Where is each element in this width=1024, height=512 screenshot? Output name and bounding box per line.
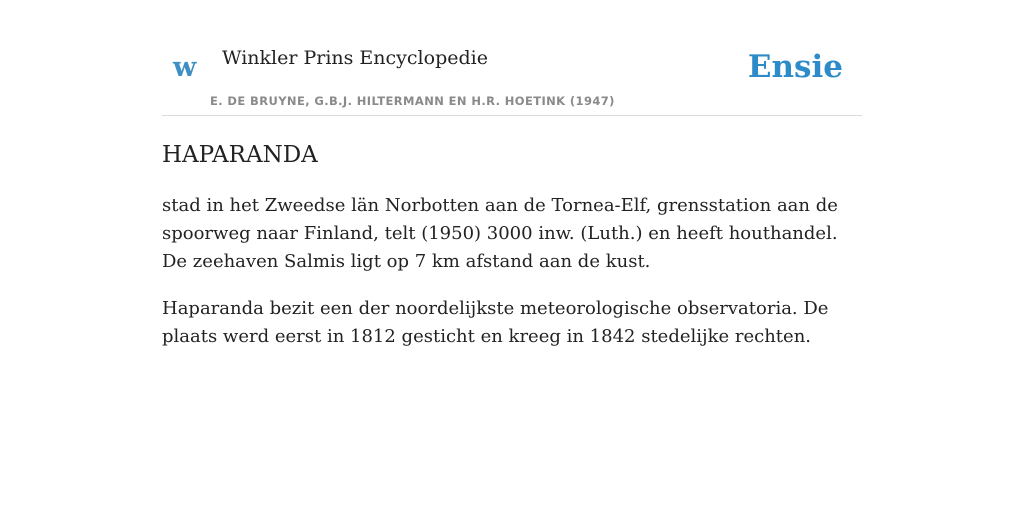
article — [162, 140, 842, 351]
encyclopedia-header — [162, 40, 862, 116]
ensie-logo[interactable]: Ensie — [747, 49, 843, 85]
authors-credit: E. DE BRUYNE, G.B.J. HILTERMANN EN H.R. HOETINK (1947) — [210, 94, 615, 108]
article-paragraph: stad in het Zweedse län Norbotten aan de Tornea-Elf, grensstation aan de spoorweg naar Finland, telt (1950) 3000 inw. (Luth.) en heeft houthandel. De zeehaven Salmis ligt op 7 km afstand aan de kust. — [162, 195, 838, 272]
article-title: HAPARANDA — [162, 142, 318, 168]
encyclopedia-title-link[interactable]: Winkler Prins Encyclopedie — [222, 47, 488, 69]
article-paragraph: Haparanda bezit een der noordelijkste meteorologische observatoria. De plaats werd eerst in 1812 gesticht en kreeg in 1842 stedelijke rechten. — [162, 298, 829, 347]
winkler-prins-logo[interactable]: w — [173, 52, 197, 83]
